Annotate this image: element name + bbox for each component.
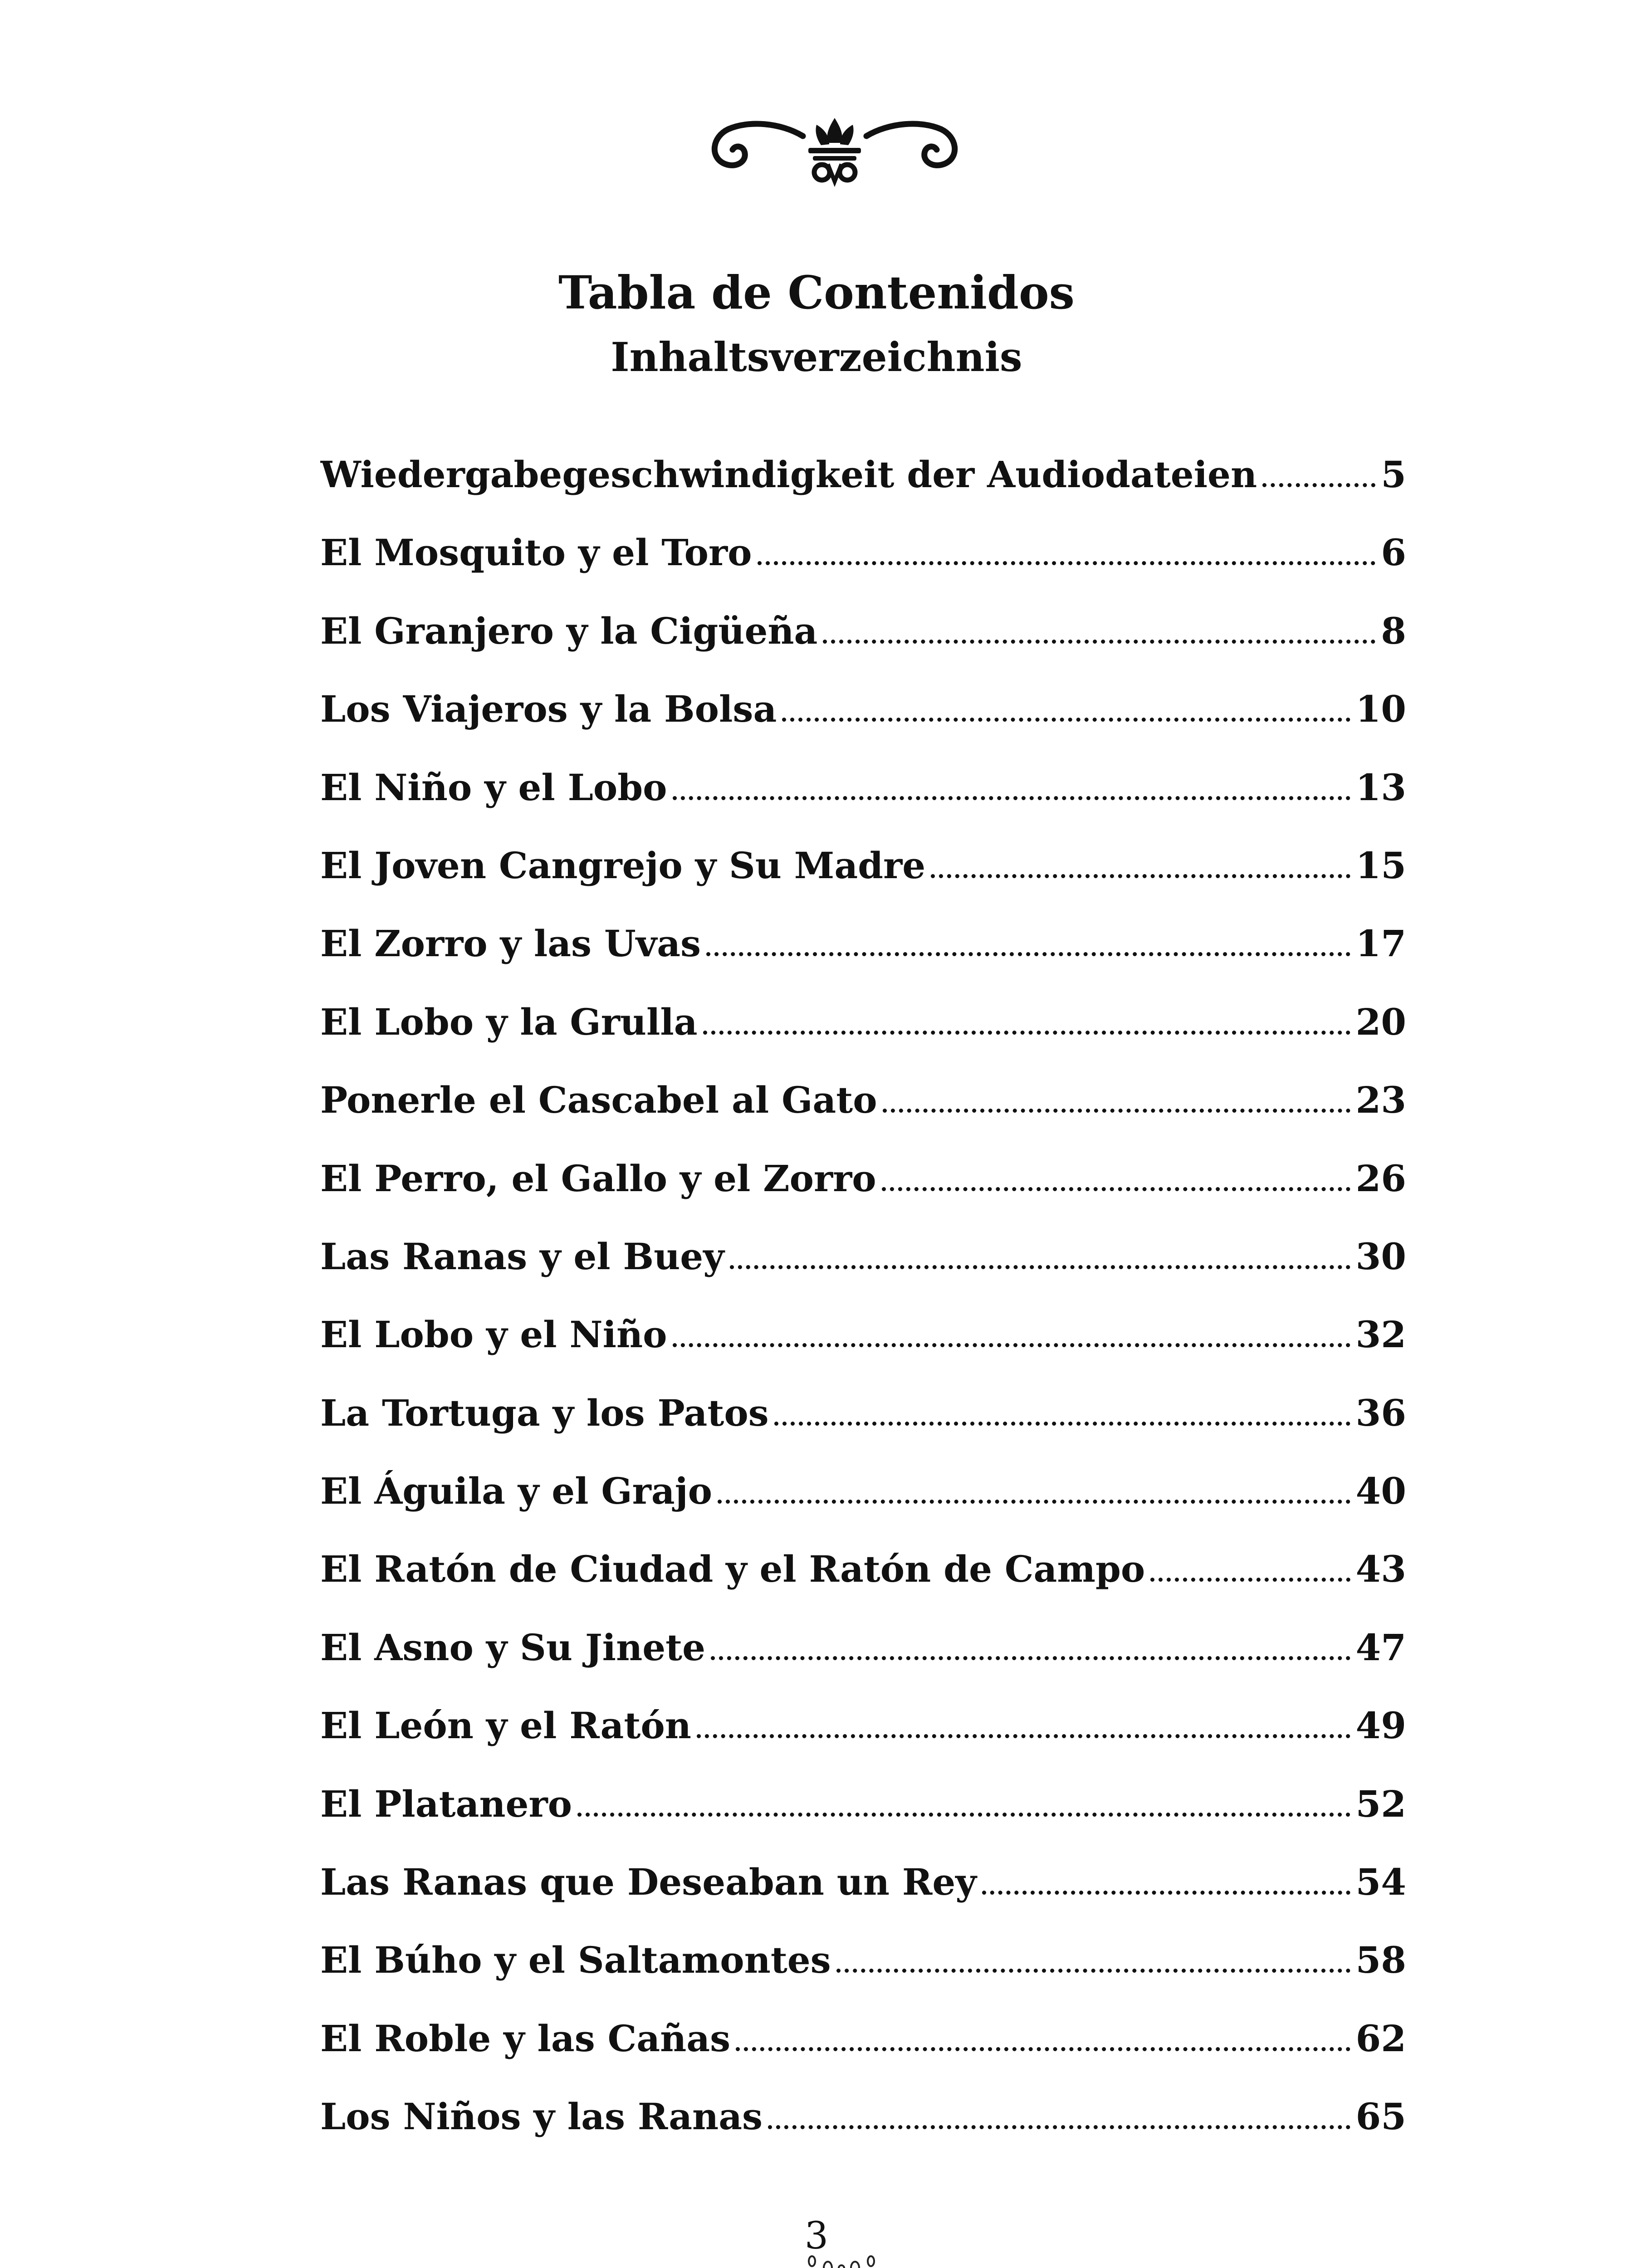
toc-entry-page: 52 [1355,1782,1406,1825]
toc-entry-title: Los Niños y las Ranas [320,2095,763,2138]
toc-entry[interactable] [320,1843,1406,1921]
toc-dot-leader [782,718,1350,722]
toc-entry-page: 47 [1355,1626,1406,1669]
page-number: 3 [804,2214,829,2258]
toc-entry-page: 26 [1355,1157,1406,1200]
toc-entry[interactable] [320,904,1406,982]
toc-dot-leader [774,1422,1350,1426]
toc-entry-title: Los Viajeros y la Bolsa [320,688,777,731]
toc-entry-title: El Roble y las Cañas [320,2017,731,2060]
toc-entry[interactable] [320,1295,1406,1374]
toc-entry[interactable] [320,1139,1406,1217]
toc-dot-leader [982,1891,1350,1895]
toc-dot-leader [706,952,1350,956]
toc-entry-title: El León y el Ratón [320,1704,691,1747]
toc-entry-title: El Joven Cangrejo y Su Madre [320,844,926,887]
table-of-contents [320,435,1406,2156]
toc-dot-leader [673,796,1350,800]
toc-entry-title: Ponerle el Cascabel al Gato [320,1079,877,1122]
toc-dot-leader [736,2047,1350,2051]
toc-dot-leader [673,1343,1350,1347]
toc-entry-page: 6 [1381,531,1406,574]
toc-entry-page: 40 [1355,1470,1406,1513]
toc-entry-title: El Lobo y la Grulla [320,1000,698,1043]
toc-dot-leader [711,1656,1350,1660]
toc-entry-title: El Ratón de Ciudad y el Ratón de Campo [320,1548,1145,1591]
toc-entry[interactable] [320,1921,1406,1999]
toc-dot-leader [758,561,1376,565]
toc-entry-page: 17 [1355,922,1406,965]
toc-entry[interactable] [320,1374,1406,1452]
toc-dot-leader [931,874,1350,878]
toc-entry-page: 32 [1355,1313,1406,1356]
toc-entry-title: El Mosquito y el Toro [320,531,752,574]
toc-dot-leader [577,1813,1350,1817]
floral-flourish-icon [755,2241,928,2268]
toc-dot-leader [882,1187,1350,1191]
toc-entry-page: 58 [1355,1939,1406,1982]
toc-entry-title: El Perro, el Gallo y el Zorro [320,1157,876,1200]
scroll-flourish-icon [708,109,962,191]
toc-entry-page: 65 [1355,2095,1406,2138]
toc-entry-title: El Águila y el Grajo [320,1470,712,1513]
toc-entry[interactable] [320,435,1406,513]
toc-entry-page: 23 [1355,1079,1406,1122]
toc-dot-leader [730,1265,1350,1269]
toc-dot-leader [883,1109,1350,1113]
toc-entry[interactable] [320,826,1406,904]
page-title: Tabla de Contenidos [558,266,1075,319]
toc-dot-leader [718,1500,1350,1504]
toc-entry-title: El Platanero [320,1782,572,1825]
toc-entry-title: Las Ranas que Deseaban un Rey [320,1861,977,1904]
toc-entry-page: 5 [1381,453,1406,496]
toc-entry[interactable] [320,592,1406,670]
toc-entry[interactable] [320,1686,1406,1765]
toc-dot-leader [1150,1578,1350,1582]
toc-entry-page: 30 [1355,1235,1406,1278]
toc-entry[interactable] [320,748,1406,826]
toc-entry-page: 43 [1355,1548,1406,1591]
toc-entry[interactable] [320,1999,1406,2077]
toc-entry-page: 54 [1355,1861,1406,1904]
toc-dot-leader [1262,483,1375,487]
toc-entry-page: 62 [1355,2017,1406,2060]
toc-entry-page: 15 [1355,844,1406,887]
toc-dot-leader [768,2125,1350,2129]
toc-entry[interactable] [320,1765,1406,1843]
toc-entry-page: 8 [1381,609,1406,652]
toc-dot-leader [823,640,1375,644]
toc-dot-leader [836,1969,1350,1973]
toc-entry[interactable] [320,1061,1406,1139]
toc-entry[interactable] [320,513,1406,591]
toc-entry-title: El Niño y el Lobo [320,766,667,809]
toc-entry[interactable] [320,2077,1406,2156]
toc-entry-title: La Tortuga y los Patos [320,1391,769,1434]
toc-entry[interactable] [320,1530,1406,1608]
toc-dot-leader [697,1734,1350,1738]
toc-entry[interactable] [320,1608,1406,1686]
toc-entry-page: 20 [1355,1000,1406,1043]
toc-entry[interactable] [320,670,1406,748]
toc-entry-title: Wiedergabegeschwindigkeit der Audiodateien [320,453,1257,496]
toc-entry-title: El Búho y el Saltamontes [320,1939,831,1982]
toc-entry-title: El Granjero y la Cigüeña [320,609,818,652]
toc-entry-title: El Lobo y el Niño [320,1313,667,1356]
toc-entry-title: Las Ranas y el Buey [320,1235,724,1278]
toc-entry-page: 49 [1355,1704,1406,1747]
toc-entry-page: 13 [1355,766,1406,809]
page-subtitle: Inhaltsverzeichnis [611,333,1022,381]
toc-entry-title: El Zorro y las Uvas [320,922,701,965]
toc-entry-page: 10 [1355,688,1406,731]
toc-entry-page: 36 [1355,1391,1406,1434]
toc-entry-title: El Asno y Su Jinete [320,1626,705,1669]
toc-entry[interactable] [320,1452,1406,1530]
toc-dot-leader [703,1031,1350,1035]
toc-entry[interactable] [320,1217,1406,1295]
toc-entry[interactable] [320,983,1406,1061]
